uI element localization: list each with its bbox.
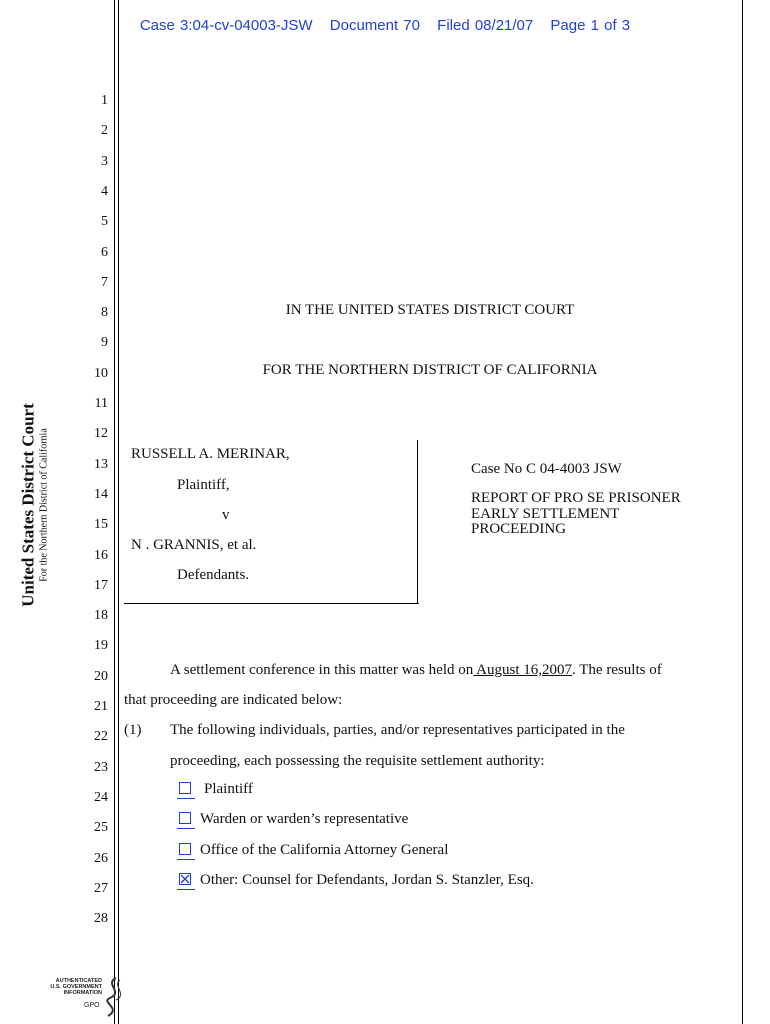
line-number: 6 xyxy=(101,244,108,260)
report-title-line1: REPORT OF PRO SE PRISONER xyxy=(471,490,681,506)
line-number: 18 xyxy=(94,608,108,624)
left-margin-rule-inner xyxy=(118,0,119,1024)
plaintiff-name: RUSSELL A. MERINAR, xyxy=(131,446,290,462)
line-number: 26 xyxy=(94,850,108,866)
case-no: Case No C 04-4003 JSW xyxy=(471,461,622,477)
line-number: 12 xyxy=(94,426,108,442)
line-number: 23 xyxy=(94,759,108,775)
defendant-role: Defendants. xyxy=(177,567,250,583)
checkbox-label: Warden or warden’s representative xyxy=(200,811,409,828)
checkbox-underline xyxy=(177,889,195,890)
line-number: 25 xyxy=(94,820,108,836)
line-number: 14 xyxy=(94,486,108,502)
item-1-number: (1) xyxy=(124,722,142,738)
eagle-seal-icon xyxy=(40,974,130,1020)
filed-date: Filed 08/21/07 xyxy=(437,17,534,34)
report-title-line2: EARLY SETTLEMENT xyxy=(471,506,620,522)
item-1-line-2: proceeding, each possessing the requisite settlement authority: xyxy=(170,753,545,769)
versus: v xyxy=(222,507,230,523)
ecf-header xyxy=(0,17,770,34)
checkbox-label: Plaintiff xyxy=(204,781,253,797)
line-number: 4 xyxy=(101,183,108,199)
line-number: 5 xyxy=(101,214,108,230)
checkbox-checked[interactable] xyxy=(179,873,191,885)
x-mark-icon xyxy=(180,874,190,884)
line-number: 27 xyxy=(94,880,108,896)
sidebar-district: For the Northern District of California xyxy=(38,428,50,582)
checkbox-unchecked[interactable] xyxy=(179,782,191,794)
line-number: 2 xyxy=(101,123,108,139)
paragraph-1-line-1 xyxy=(170,662,662,679)
caption-horizontal-rule xyxy=(124,603,419,604)
line-number: 3 xyxy=(101,153,108,169)
line-number: 10 xyxy=(94,365,108,381)
right-margin-rule xyxy=(742,0,743,1024)
sidebar-court-name: United States District Court xyxy=(18,403,38,607)
document-number: Document 70 xyxy=(329,17,420,34)
line-number: 24 xyxy=(94,789,108,805)
line-number: 28 xyxy=(94,911,108,927)
checkbox-unchecked[interactable] xyxy=(179,843,191,855)
line-number: 16 xyxy=(94,547,108,563)
line-number: 13 xyxy=(94,456,108,472)
gpo-line1: AUTHENTICATED xyxy=(55,978,102,984)
conference-date: August 16,2007 xyxy=(473,662,573,678)
court-sidebar xyxy=(19,403,50,607)
court-heading-line2: FOR THE NORTHERN DISTRICT OF CALIFORNIA xyxy=(262,362,598,378)
line-number: 17 xyxy=(94,577,108,593)
item-1-line-1: The following individuals, parties, and/or representatives participated in the xyxy=(170,722,625,738)
para1-end: . The results of xyxy=(572,662,662,678)
checkbox-underline xyxy=(177,828,195,829)
line-number: 8 xyxy=(101,305,108,321)
plaintiff-role: Plaintiff, xyxy=(177,477,230,493)
line-number: 19 xyxy=(94,638,108,654)
caption-vertical-rule xyxy=(417,440,418,604)
gpo-line2: U.S. GOVERNMENT xyxy=(50,984,102,990)
gpo-mark: GPO xyxy=(84,1002,100,1009)
gpo-line3: INFORMATION xyxy=(63,990,102,996)
gpo-authentication-seal xyxy=(40,974,130,1020)
line-number: 1 xyxy=(101,93,108,108)
left-margin-rule xyxy=(114,0,115,1024)
defendant-name: N . GRANNIS, et al. xyxy=(131,537,257,553)
line-number: 15 xyxy=(94,517,108,533)
line-number: 21 xyxy=(94,699,108,714)
checkbox-underline xyxy=(177,859,195,860)
checkbox-unchecked[interactable] xyxy=(179,812,191,824)
report-title-line3: PROCEEDING xyxy=(471,521,567,537)
checkbox-underline xyxy=(177,798,195,799)
line-number: 11 xyxy=(94,396,108,411)
line-number: 7 xyxy=(101,274,108,290)
para1-start: A settlement conference in this matter was held on xyxy=(170,662,474,678)
paragraph-1-line-2: that proceeding are indicated below: xyxy=(124,692,343,708)
line-number: 9 xyxy=(101,335,108,351)
case-number: Case 3:04-cv-04003-JSW xyxy=(139,17,313,34)
checkbox-label: Office of the California Attorney General xyxy=(200,841,449,858)
checkbox-label: Other: Counsel for Defendants, Jordan S. Stanzler, Esq. xyxy=(200,871,534,888)
line-number: 20 xyxy=(94,668,108,684)
line-number: 22 xyxy=(94,729,108,745)
page-indicator: Page 1 of 3 xyxy=(550,17,631,34)
court-heading-line1: IN THE UNITED STATES DISTRICT COURT xyxy=(285,302,575,318)
